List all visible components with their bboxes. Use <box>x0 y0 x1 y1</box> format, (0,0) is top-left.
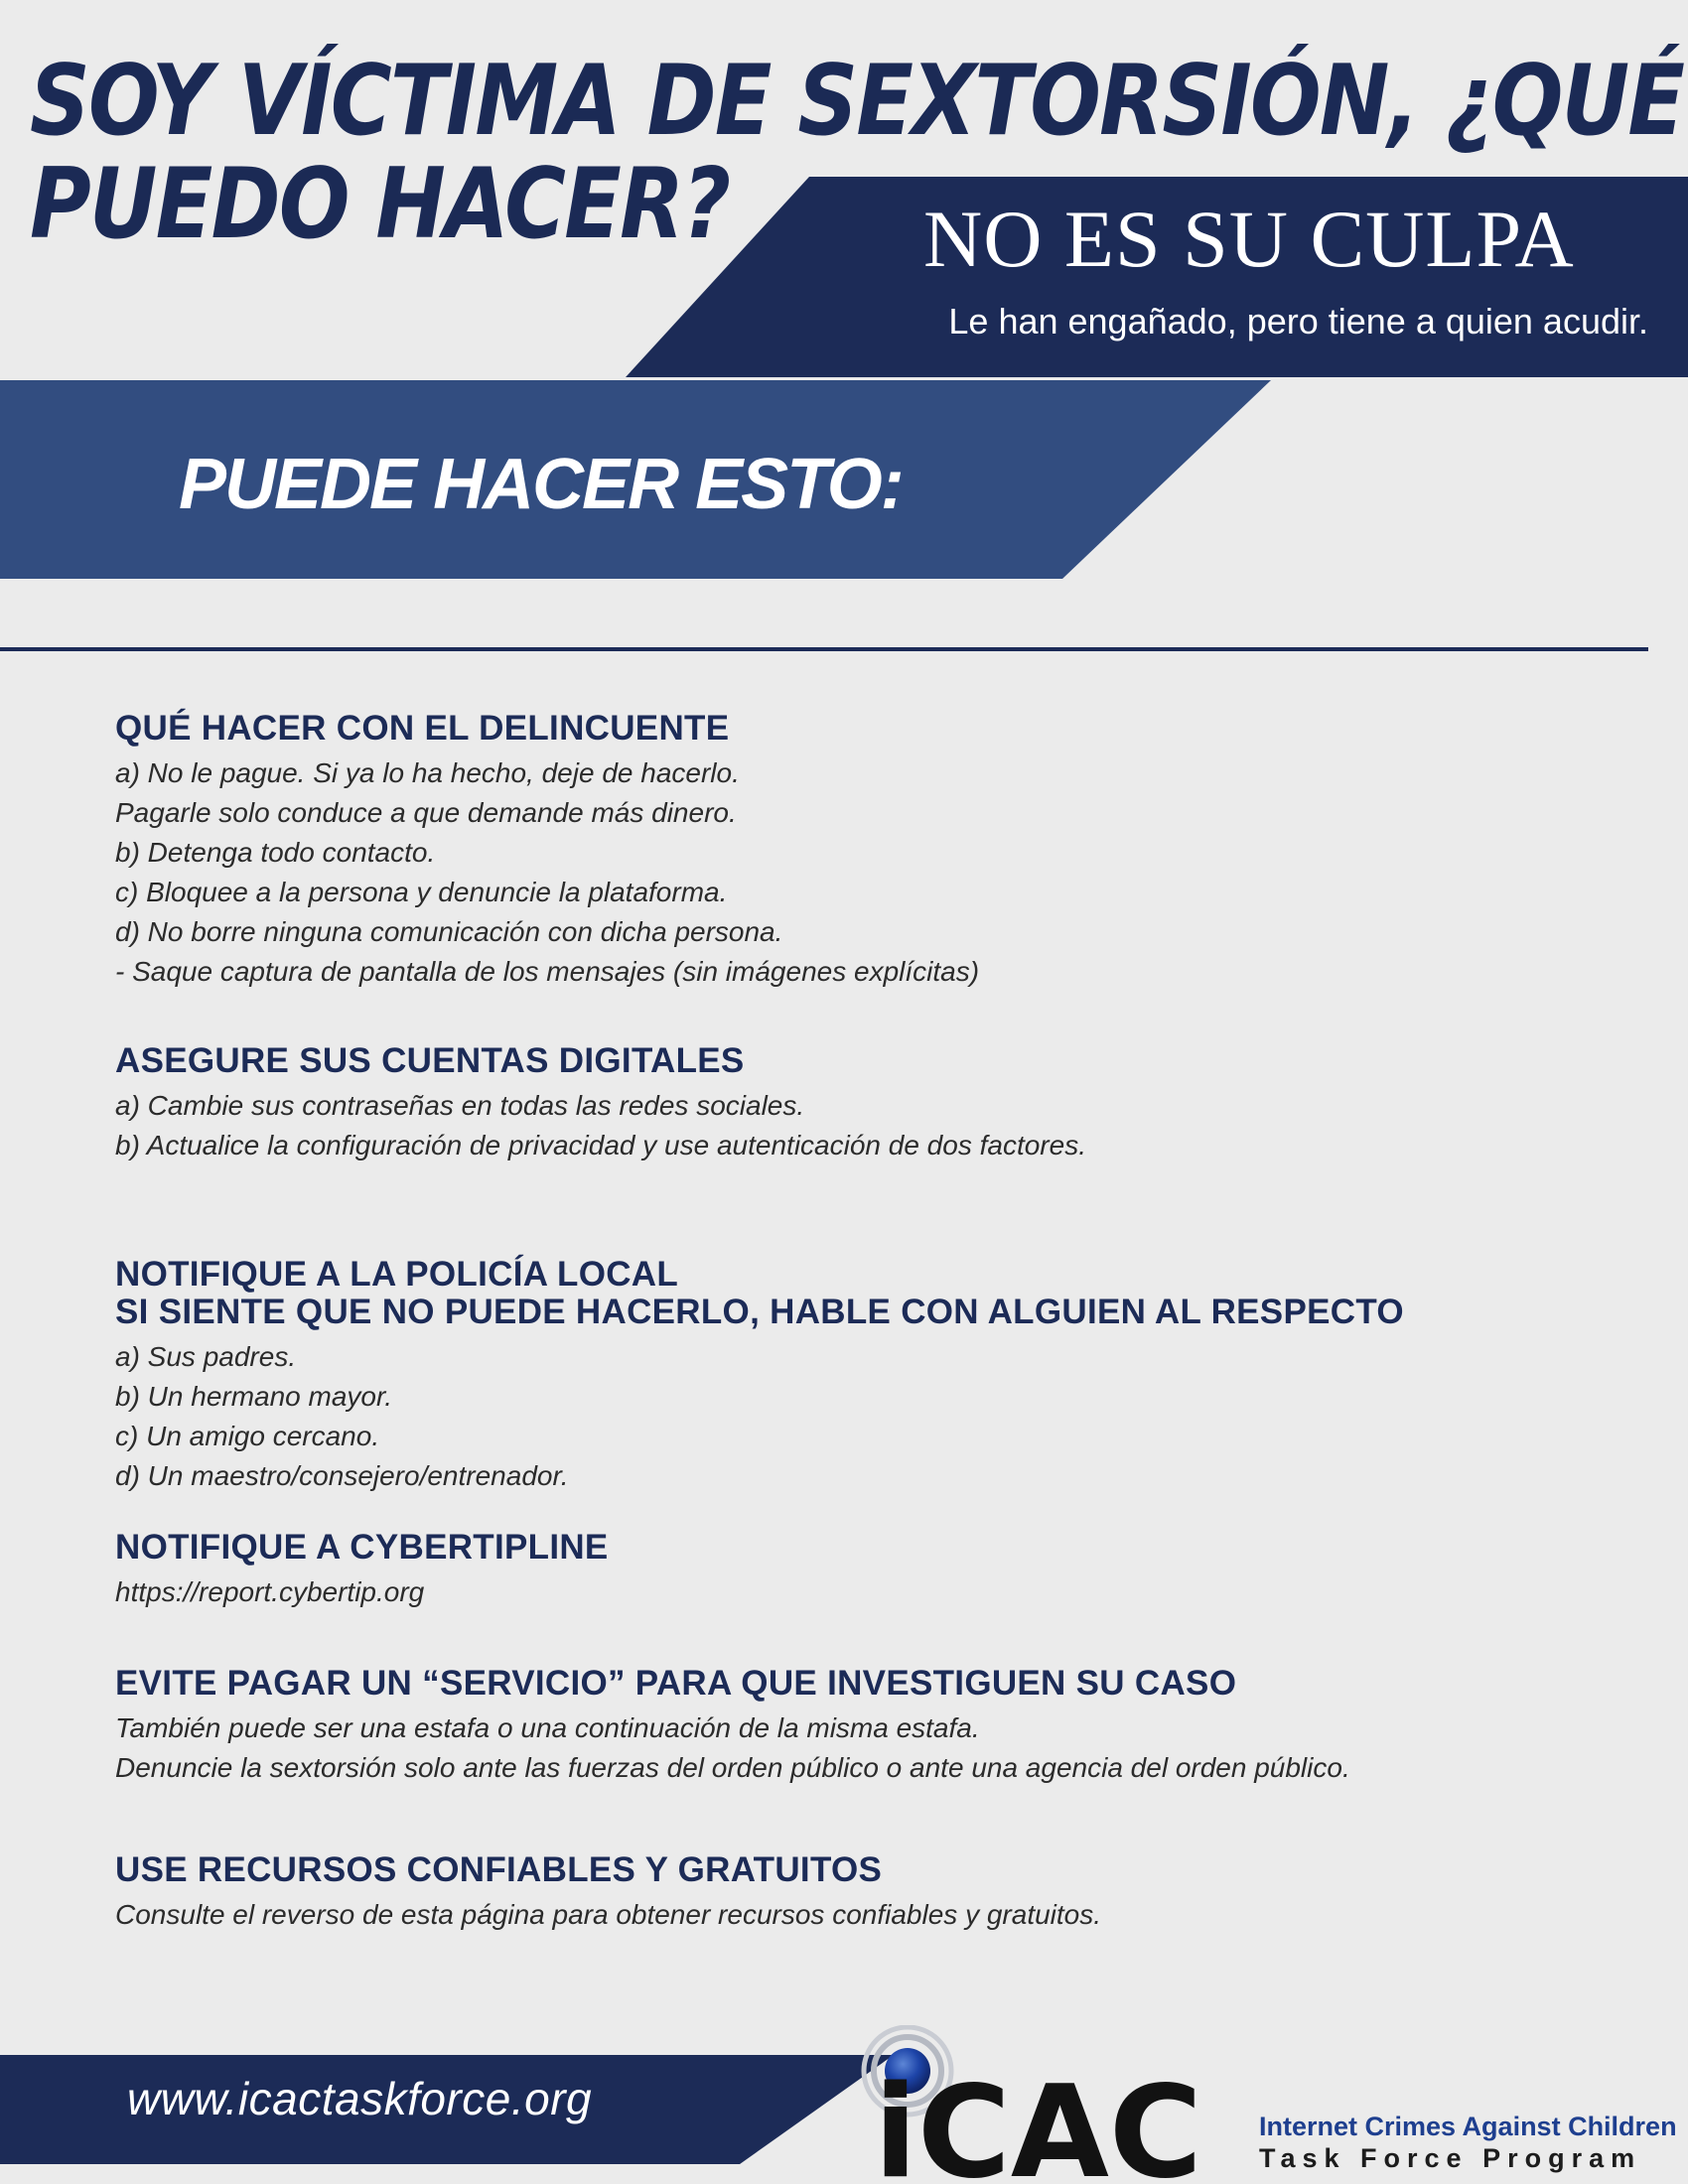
footer-website-link[interactable]: www.icactaskforce.org <box>127 2073 593 2124</box>
banner-subtitle: Le han engañado, pero tiene a quien acudir. <box>948 301 1648 341</box>
list-item: Pagarle solo conduce a que demande más dinero. <box>115 797 737 828</box>
list-item: d) No borre ninguna comunicación con dicha persona. <box>115 916 783 947</box>
logo-tagline-2: Task Force Program <box>1259 2143 1642 2173</box>
cybertip-link[interactable]: https://report.cybertip.org <box>115 1576 425 1607</box>
list-item: - Saque captura de pantalla de los mensajes (sin imágenes explícitas) <box>115 956 980 987</box>
section-items <box>115 1572 1585 1612</box>
list-item: a) Cambie sus contraseñas en todas las redes sociales. <box>115 1090 805 1121</box>
banner-title: NO ES SU CULPA <box>923 194 1575 284</box>
section-title-secondary: SI SIENTE QUE NO PUEDE HACERLO, HABLE CON ALGUIEN AL RESPECTO <box>115 1293 1404 1331</box>
section-title: NOTIFIQUE A CYBERTIPLINE <box>115 1528 609 1567</box>
icac-logo <box>844 2025 1677 2184</box>
section-resources <box>115 1851 1585 1935</box>
section-items <box>115 1337 1585 1496</box>
list-item: Denuncie la sextorsión solo ante las fuerzas del orden público o ante una agencia del orden público. <box>115 1752 1350 1783</box>
section-items <box>115 1708 1585 1788</box>
section-title: ASEGURE SUS CUENTAS DIGITALES <box>115 1041 745 1080</box>
section-cybertipline <box>115 1529 1585 1612</box>
section-avoid-paying <box>115 1665 1585 1788</box>
section-title: NOTIFIQUE A LA POLICÍA LOCAL <box>115 1255 679 1294</box>
headline-line-2: PUEDO HACER? <box>30 148 730 261</box>
section-title: USE RECURSOS CONFIABLES Y GRATUITOS <box>115 1850 883 1889</box>
list-item: a) No le pague. Si ya lo ha hecho, deje de hacerlo. <box>115 757 740 788</box>
section-divider <box>0 647 1648 651</box>
list-item: b) Un hermano mayor. <box>115 1381 393 1412</box>
list-item: c) Bloquee a la persona y denuncie la plataforma. <box>115 877 728 907</box>
list-item: d) Un maestro/consejero/entrenador. <box>115 1460 569 1491</box>
list-item: c) Un amigo cercano. <box>115 1421 380 1451</box>
list-item: a) Sus padres. <box>115 1341 297 1372</box>
section-title: QUÉ HACER CON EL DELINCUENTE <box>115 709 730 748</box>
list-item: También puede ser una estafa o una continuación de la misma estafa. <box>115 1712 980 1743</box>
action-band-title: PUEDE HACER ESTO: <box>179 445 903 524</box>
headline-line-1: SOY VÍCTIMA DE SEXTORSIÓN, ¿QUÉ <box>30 45 1684 158</box>
section-title: EVITE PAGAR UN “SERVICIO” PARA QUE INVESTIGUEN SU CASO <box>115 1664 1237 1703</box>
list-item: b) Detenga todo contacto. <box>115 837 436 868</box>
section-offender <box>115 710 1585 992</box>
icac-logo-graphic <box>844 2025 1261 2184</box>
section-items <box>115 753 1585 992</box>
section-items <box>115 1895 1585 1935</box>
section-accounts <box>115 1042 1585 1165</box>
logo-wordmark: iCAC <box>874 2059 1202 2184</box>
section-police <box>115 1256 1585 1496</box>
list-item: Consulte el reverso de esta página para obtener recursos confiables y gratuitos. <box>115 1899 1102 1930</box>
logo-tagline-1: Internet Crimes Against Children <box>1259 2112 1677 2141</box>
section-items <box>115 1086 1585 1165</box>
list-item: b) Actualice la configuración de privacidad y use autenticación de dos factores. <box>115 1130 1086 1160</box>
